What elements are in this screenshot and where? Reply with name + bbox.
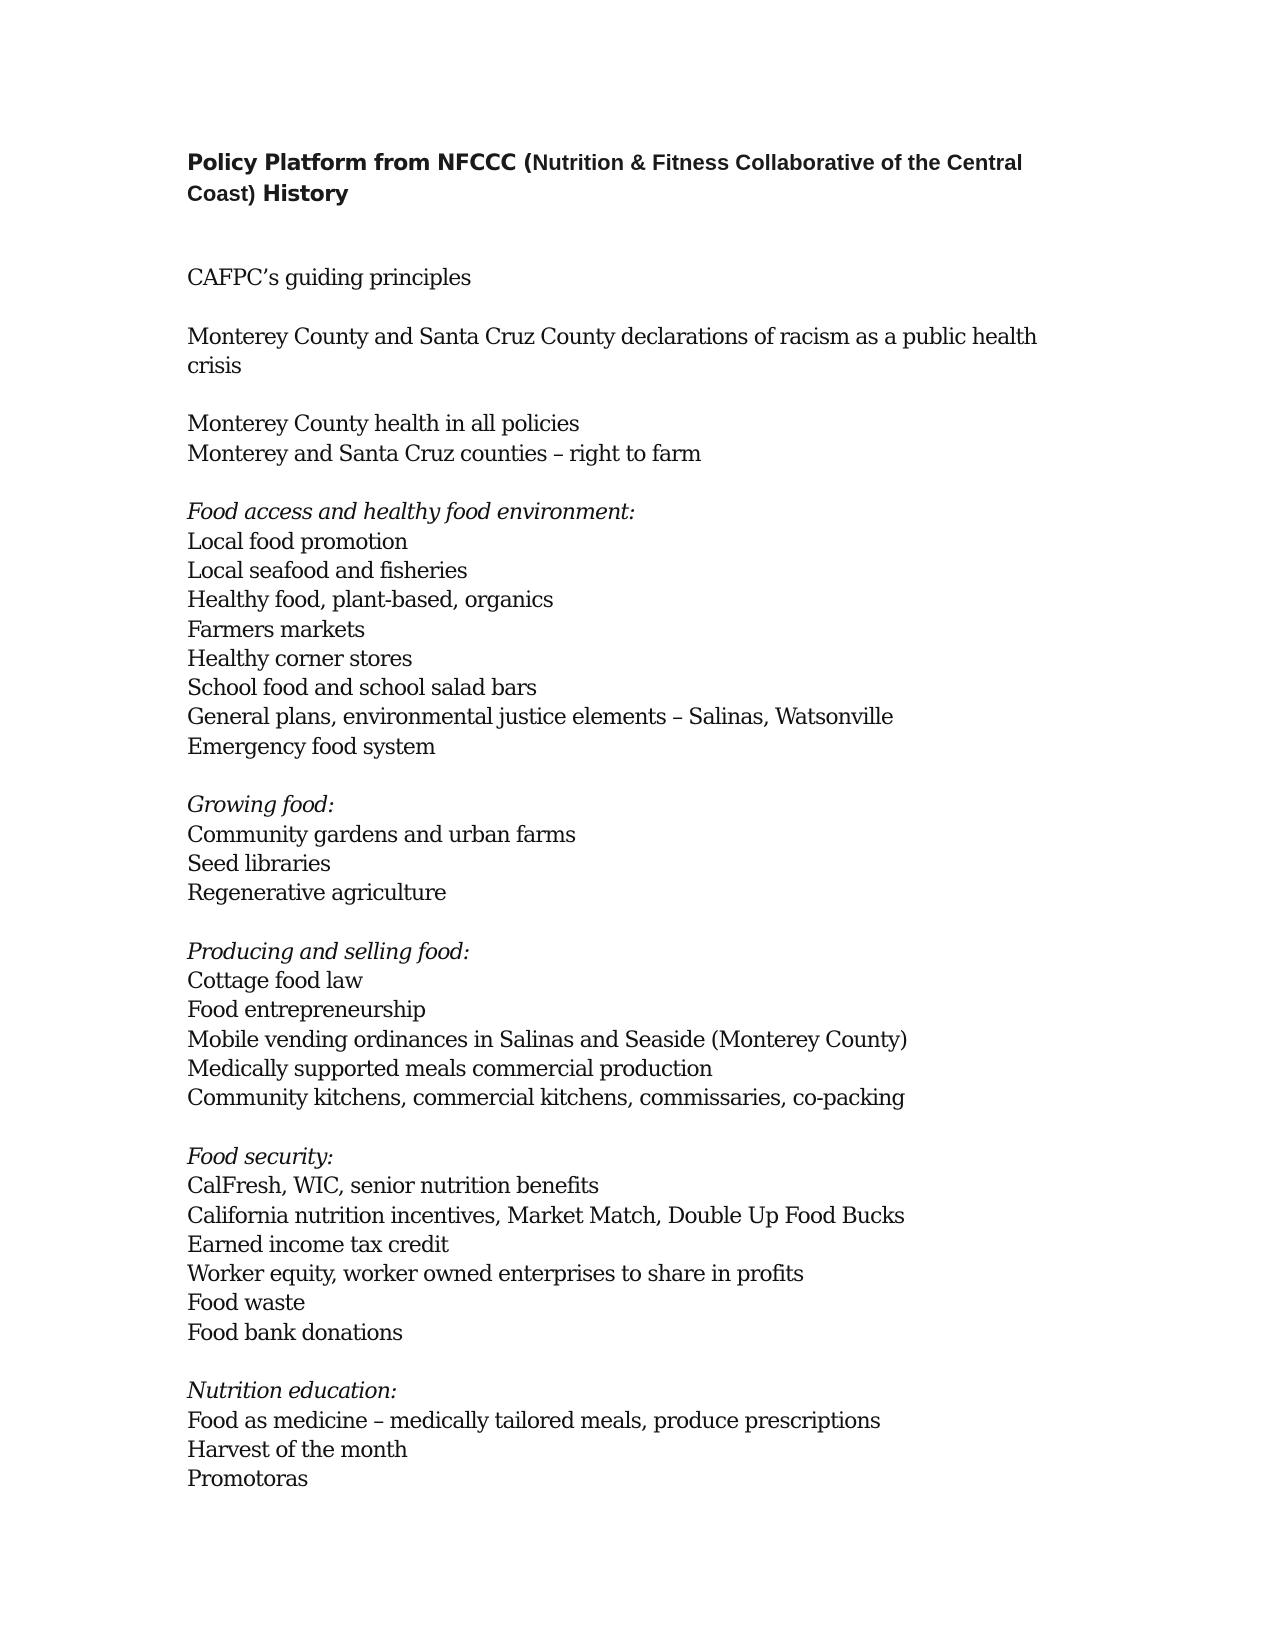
- list-item: Food waste: [187, 1291, 305, 1317]
- list-item: Earned income tax credit: [187, 1232, 449, 1258]
- title-lead: Policy Platform from NFCCC (: [187, 151, 533, 176]
- spacer: [187, 381, 1067, 410]
- list-item: Emergency food system: [187, 734, 436, 760]
- list-item: Mobile vending ordinances in Salinas and Seaside (Monterey County): [187, 1027, 908, 1053]
- list-item: Local food promotion: [187, 529, 408, 555]
- spacer: [187, 293, 1067, 322]
- list-item: Local seafood and fisheries: [187, 558, 468, 584]
- section-food-access: [187, 498, 1067, 762]
- list-item: Healthy corner stores: [187, 646, 412, 672]
- section-heading: Nutrition education:: [187, 1379, 397, 1405]
- guiding-principles-line: CAFPC’s guiding principles: [187, 266, 471, 291]
- section-heading: Food access and healthy food environment:: [187, 500, 635, 526]
- list-item: Promotoras: [187, 1467, 308, 1493]
- right-to-farm-line: Monterey and Santa Cruz counties – right to farm: [187, 441, 701, 467]
- spacer: [187, 1348, 1067, 1377]
- section-heading: Food security:: [187, 1144, 334, 1170]
- list-item: Food bank donations: [187, 1320, 403, 1346]
- list-item: Community kitchens, commercial kitchens, commissaries, co-packing: [187, 1086, 905, 1112]
- list-item: Worker equity, worker owned enterprises to share in profits: [187, 1262, 804, 1288]
- list-item: Seed libraries: [187, 851, 331, 877]
- health-in-all-policies-line: Monterey County health in all policies: [187, 412, 580, 438]
- list-item: Medically supported meals commercial production: [187, 1057, 712, 1083]
- list-item: General plans, environmental justice elements – Salinas, Watsonville: [187, 705, 894, 731]
- list-item: Food as medicine – medically tailored meals, produce prescriptions: [187, 1408, 881, 1434]
- section-nutrition-education: [187, 1377, 1067, 1494]
- spacer: [187, 1114, 1067, 1143]
- list-item: Food entrepreneurship: [187, 998, 426, 1024]
- document-body: [187, 264, 1067, 1494]
- list-item: Farmers markets: [187, 617, 365, 643]
- list-item: Healthy food, plant-based, organics: [187, 588, 554, 614]
- document-title: [187, 148, 1067, 210]
- section-growing-food: [187, 791, 1067, 908]
- list-item: CalFresh, WIC, senior nutrition benefits: [187, 1174, 599, 1200]
- list-item: Harvest of the month: [187, 1437, 408, 1463]
- spacer: [187, 762, 1067, 791]
- list-item: Regenerative agriculture: [187, 881, 447, 907]
- spacer: [187, 909, 1067, 938]
- section-heading: Growing food:: [187, 793, 334, 819]
- list-item: School food and school salad bars: [187, 676, 537, 702]
- section-heading: Producing and selling food:: [187, 939, 470, 965]
- list-item: Community gardens and urban farms: [187, 822, 576, 848]
- section-food-security: [187, 1143, 1067, 1348]
- list-item: Cottage food law: [187, 969, 363, 995]
- title-middle: Nutrition & Fitness Collaborative of the Central Coast): [187, 150, 1023, 206]
- list-item: California nutrition incentives, Market Match, Double Up Food Bucks: [187, 1203, 905, 1229]
- title-tail: History: [255, 182, 349, 207]
- section-producing-selling: [187, 938, 1067, 1114]
- racism-declaration-line: Monterey County and Santa Cruz County declarations of racism as a public health crisis: [187, 324, 1037, 379]
- spacer: [187, 469, 1067, 498]
